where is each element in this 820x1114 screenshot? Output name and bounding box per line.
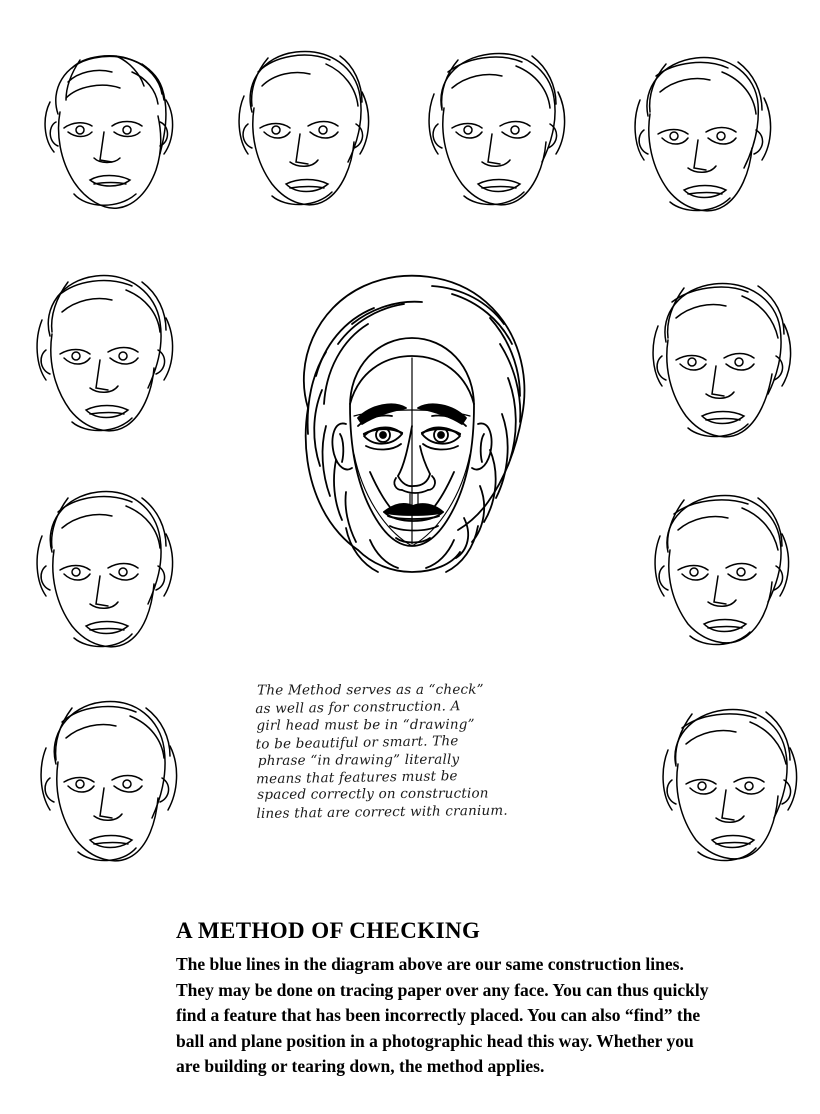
caption-body-line-2: They may be done on tracing paper over any face. You can thus quickly	[176, 979, 709, 1000]
caption-body-line-3: find a feature that has been incorrectly placed. You can also “find” the	[176, 1005, 701, 1025]
sketch-thumbnail-8	[632, 488, 802, 668]
handwritten-line-4: to be beautiful or smart. The	[255, 733, 459, 753]
handwritten-line-6: means that features must be	[255, 768, 458, 788]
sketch-thumbnail-4	[604, 50, 776, 236]
sketch-thumbnail-3	[412, 46, 578, 232]
handwritten-note	[255, 680, 553, 861]
handwritten-line-2: as well as for construction. A	[255, 698, 461, 718]
caption-body-line-1: The blue lines in the diagram above are our same construction lines.	[176, 954, 684, 974]
handwritten-line-5: phrase “in drawing” literally	[257, 751, 460, 769]
caption-body	[176, 952, 790, 1080]
handwritten-line-8: lines that are correct with cranium.	[256, 802, 508, 822]
caption-body-line-5: are building or tearing down, the method applies.	[176, 1056, 545, 1076]
handwritten-line-7: spaced correctly on construction	[257, 785, 489, 804]
caption-title: A METHOD OF CHECKING	[176, 918, 481, 943]
caption-body-line-4: ball and plane position in a photographic head this way. Whether you	[176, 1030, 694, 1051]
sketch-thumbnail-10	[646, 700, 804, 880]
sketch-thumbnail-2	[210, 42, 382, 232]
sketch-thumbnail-9	[20, 690, 184, 886]
sketch-thumbnail-6	[630, 274, 802, 464]
main-head-drawing	[246, 258, 576, 658]
sketch-thumbnail-5	[14, 266, 182, 456]
handwritten-line-1: The Method serves as a “check”	[257, 681, 484, 699]
sketch-thumbnail-1	[20, 42, 188, 232]
sketch-thumbnail-7	[18, 480, 180, 670]
handwritten-line-3: girl head must be in “drawing”	[256, 716, 475, 734]
caption-block	[176, 918, 796, 1080]
